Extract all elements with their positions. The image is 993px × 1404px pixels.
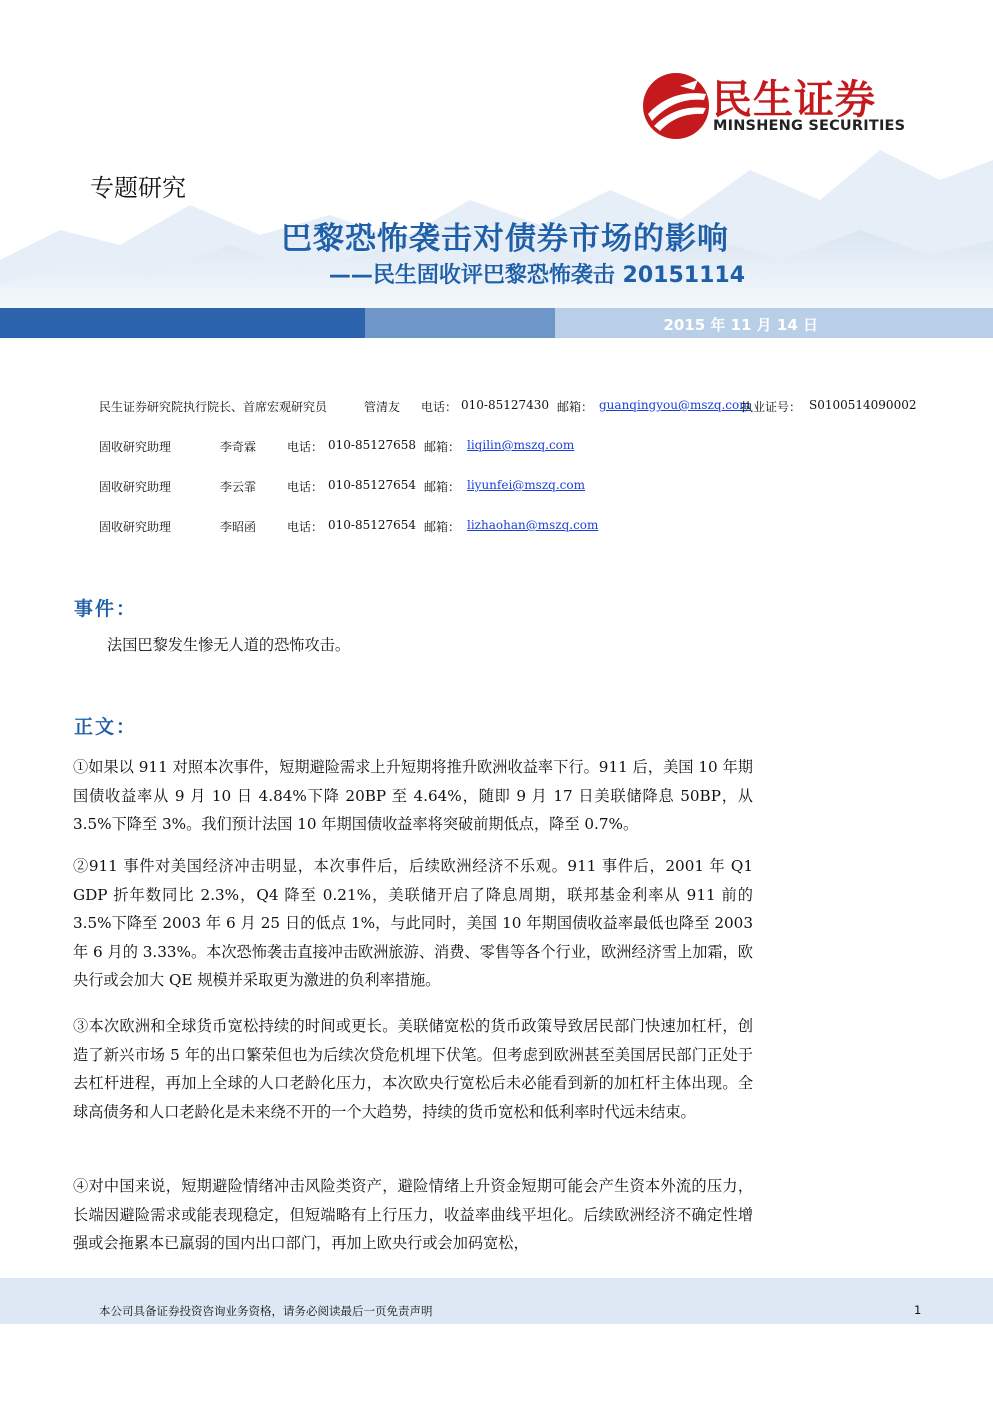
cert-number: S0100514090002 [809, 398, 917, 412]
author-name: 李云霏 [220, 480, 257, 494]
phone-label: 电话： [287, 480, 324, 494]
author-title: 固收研究助理 [99, 480, 172, 494]
report-subtitle: ——民生固收评巴黎恐怖袭击 20151114 [328, 263, 745, 288]
body-paragraph-2: ②911 事件对美国经济冲击明显，本次事件后，后续欧洲经济不乐观。911 事件后，2001 年 Q1 GDP 折年数同比 2.3%，Q4 降至 0.21%，美联储开启了降息周期，联邦基金利率从 911 前的 3.5%下降至 2003 年 6 月 25 日的低点 1%，与此同时，美国 10 年期国债收益率最低也降至 2003 年 6 月的 3.33%。本次恐怖袭击直接冲击欧洲旅游、消费、零售等各个行业，欧洲经济雪上加霜，欧央行或会加大 QE 规模并采取更为激进的负利率措施。 [73, 857, 753, 989]
email-link[interactable]: liyunfei@mszq.com [467, 478, 585, 492]
email-label: 邮箱： [557, 400, 594, 414]
email-link[interactable]: liqilin@mszq.com [467, 438, 575, 452]
phone-number: 010-85127654 [328, 478, 417, 492]
phone-label: 电话： [287, 440, 324, 454]
body-paragraph-3: ③本次欧洲和全球货币宽松持续的时间或更长。美联储宽松的货币政策导致居民部门快速加杠杆，创造了新兴市场 5 年的出口繁荣但也为后续次贷危机埋下伏笔。但考虑到欧洲甚至美国居民部门正处于去杠杆进程，再加上全球的人口老龄化压力，本次欧央行宽松后未必能看到新的加杠杆主体出现。全球高债务和人口老龄化是未来绕不开的一个大趋势，持续的货币宽松和低利率时代远未结束。 [73, 1017, 753, 1121]
event-text: 法国巴黎发生惨无人道的恐怖攻击。 [107, 636, 350, 654]
logo-name-cn: 民生证券 [712, 77, 876, 123]
phone-number: 010-85127654 [328, 518, 417, 532]
document-type: 专题研究 [90, 174, 186, 202]
footer-disclaimer: 本公司具备证券投资咨询业务资格，请务必阅读最后一页免责声明 [99, 1304, 433, 1318]
email-label: 邮箱： [424, 440, 461, 454]
author-title: 民生证券研究院执行院长、首席宏观研究员 [99, 400, 328, 414]
body-heading: 正文： [74, 716, 138, 738]
report-title: 巴黎恐怖袭击对债券市场的影响 [281, 221, 729, 257]
email-label: 邮箱： [424, 520, 461, 534]
email-link[interactable]: guanqingyou@mszq.com [599, 398, 751, 412]
author-title: 固收研究助理 [99, 520, 172, 534]
email-label: 邮箱： [424, 480, 461, 494]
author-name: 李奇霖 [220, 440, 257, 454]
author-name: 管清友 [364, 400, 401, 414]
header-band [0, 308, 993, 338]
phone-number: 010-85127430 [461, 398, 550, 412]
event-heading: 事件： [74, 598, 138, 620]
logo-name-en: MINSHENG SECURITIES [713, 118, 906, 134]
body-paragraph-1: ①如果以 911 对照本次事件，短期避险需求上升短期将推升欧洲收益率下行。911 后，美国 10 年期国债收益率从 9 月 10 日 4.84%下降 20BP 至 4.64%，随即 9 月 17 日美联储降息 50BP，从 3.5%下降至 3%。我们预计法国 10 年期国债收益率将突破前期低点，降至 0.7%。 [73, 758, 753, 833]
email-link[interactable]: lizhaohan@mszq.com [467, 518, 599, 532]
phone-label: 电话： [421, 400, 458, 414]
page-number: 1 [914, 1303, 922, 1317]
author-name: 李昭函 [220, 520, 257, 534]
report-date: 2015 年 11 月 14 日 [663, 316, 818, 334]
author-title: 固收研究助理 [99, 440, 172, 454]
phone-label: 电话： [287, 520, 324, 534]
phone-number: 010-85127658 [328, 438, 417, 452]
cert-label: 执业证号： [741, 400, 802, 414]
body-paragraph-4: ④对中国来说，短期避险情绪冲击风险类资产，避险情绪上升资金短期可能会产生资本外流的压力，长端因避险需求或能表现稳定，但短端略有上行压力，收益率曲线平坦化。后续欧洲经济不确定性增强或会拖累本已羸弱的国内出口部门，再加上欧央行或会加码宽松， [73, 1177, 753, 1252]
